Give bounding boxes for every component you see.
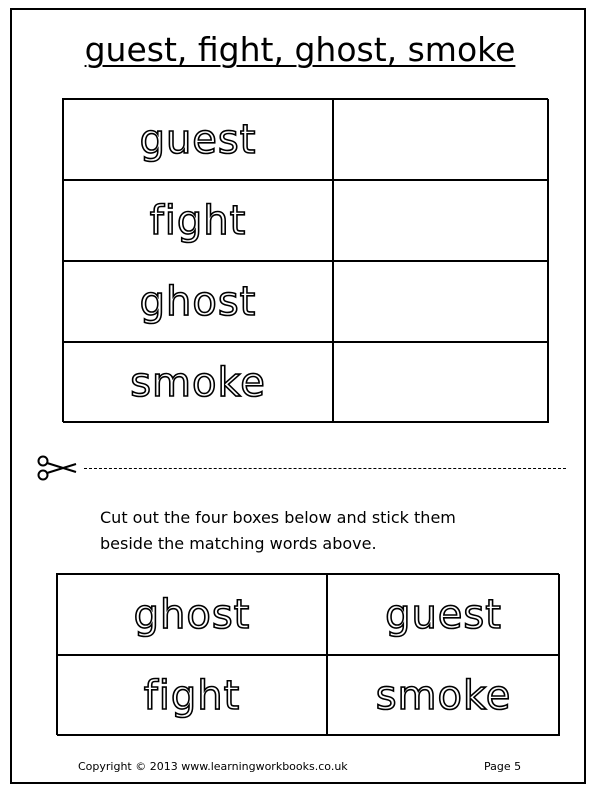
footer-page-number: Page 5	[484, 760, 522, 773]
word-cell	[63, 99, 333, 180]
word-cell	[63, 180, 333, 261]
blank-cell	[333, 180, 549, 261]
page-title: guest, fight, ghost, smoke	[84, 30, 516, 69]
footer-copyright: Copyright © 2013 www.learningworkbooks.co.uk	[78, 760, 348, 773]
word-cell	[63, 342, 333, 423]
cutout-box[interactable]	[57, 655, 327, 736]
instructions	[100, 505, 540, 557]
word-cell	[63, 261, 333, 342]
word-fight: fight	[149, 197, 247, 244]
word-guest: guest	[139, 116, 257, 163]
blank-cell	[333, 342, 549, 423]
cutout-word-smoke: smoke	[375, 672, 512, 719]
word-smoke: smoke	[130, 359, 266, 406]
blank-cell	[333, 261, 549, 342]
blank-cell	[333, 99, 549, 180]
cutout-boxes	[56, 573, 559, 735]
cutout-word-guest: guest	[385, 591, 502, 638]
cutout-word-ghost: ghost	[133, 591, 251, 638]
cutout-box[interactable]	[57, 574, 327, 655]
instructions-line-2: beside the matching words above.	[100, 534, 377, 553]
dashed-cut-line	[84, 468, 566, 469]
cutout-word-fight: fight	[143, 672, 241, 719]
cut-line	[36, 455, 566, 481]
scissors-icon	[36, 455, 80, 481]
cutout-box[interactable]	[327, 574, 560, 655]
word-ghost: ghost	[139, 278, 257, 325]
word-matching-table	[62, 98, 548, 422]
instructions-line-1: Cut out the four boxes below and stick them	[100, 508, 456, 527]
cutout-box[interactable]	[327, 655, 560, 736]
